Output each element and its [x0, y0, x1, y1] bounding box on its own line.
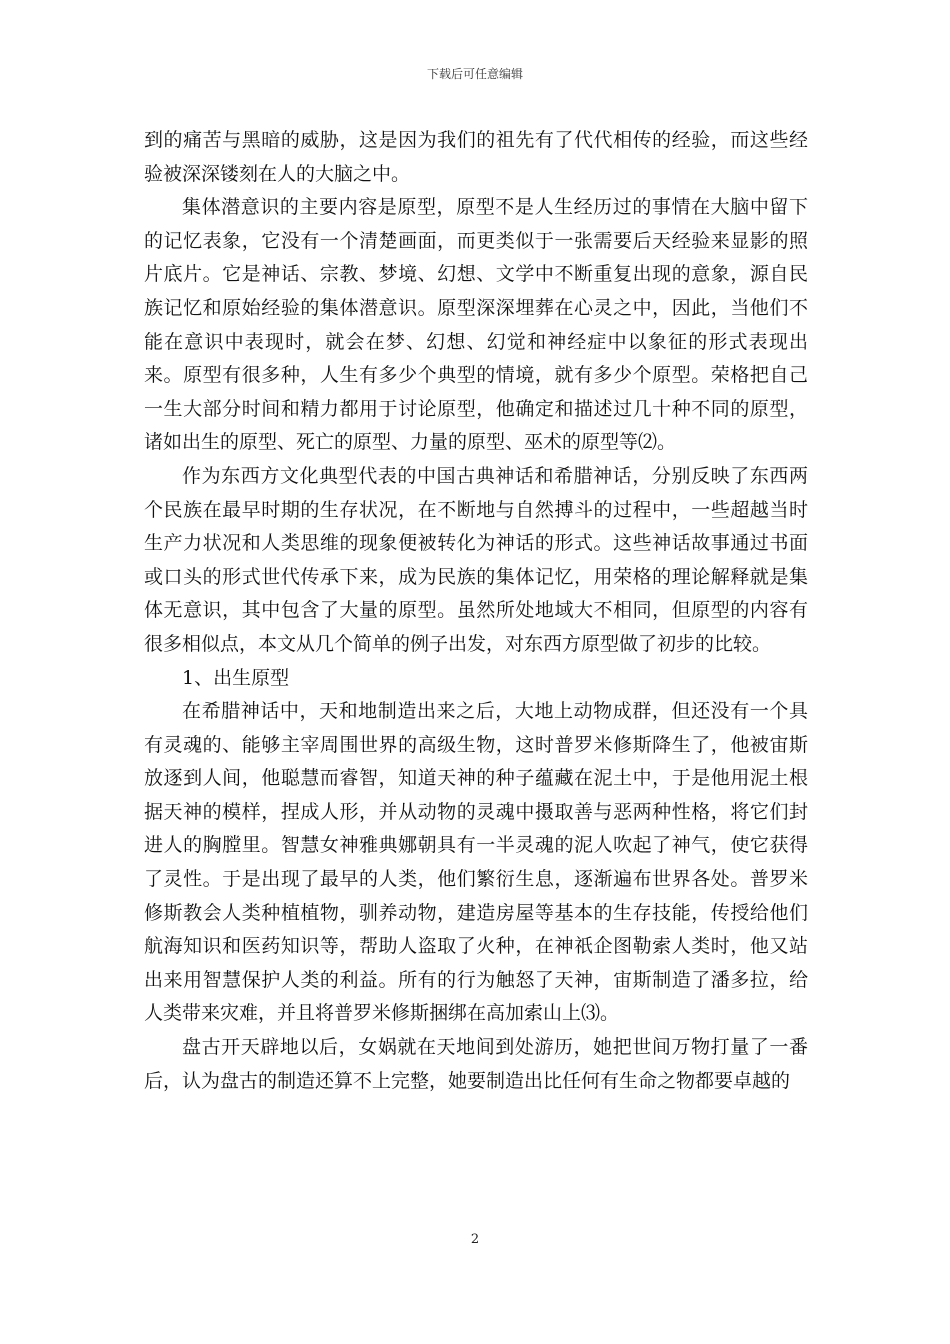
section-heading-birth-archetype: 1、出生原型: [182, 666, 290, 689]
paragraph-nuwa: 盘古开天辟地以后，女娲就在天地间到处游历，她把世间万物打量了一番后，认为盘古的制造还算不上完整，她要制造出比任何有生命之物都要卓越的: [144, 1036, 808, 1092]
paragraph-continuation: 到的痛苦与黑暗的威胁，这是因为我们的祖先有了代代相传的经验，而这些经验被深深镂刻在人的大脑之中。: [144, 129, 808, 185]
paragraph-archetype-definition: 集体潜意识的主要内容是原型，原型不是人生经历过的事情在大脑中留下的记忆表象，它没有一个清楚画面，而更类似于一张需要后天经验来显影的照片底片。它是神话、宗教、梦境、幻想、文学中不断重复出现的意象，源自民族记忆和原始经验的集体潜意识。原型深深埋葬在心灵之中，因此，当他们不能在意识中表现时，就会在梦、幻想、幻觉和神经症中以象征的形式表现出来。原型有很多种，人生有多少个典型的情境，就有多少个原型。荣格把自己一生大部分时间和精力都用于讨论原型，他确定和描述过几十种不同的原型，诸如出生的原型、死亡的原型、力量的原型、巫术的原型等⑵。: [144, 196, 808, 454]
document-body: [144, 124, 808, 1098]
paragraph-east-west-myths: 作为东西方文化典型代表的中国古典神话和希腊神话，分别反映了东西两个民族在最早时期的生存状况，在不断地与自然搏斗的过程中，一些超越当时生产力状况和人类思维的现象便被转化为神话的形式。这些神话故事通过书面或口头的形式世代传承下来，成为民族的集体记忆，用荣格的理论解释就是集体无意识，其中包含了大量的原型。虽然所处地域大不相同，但原型的内容有很多相似点，本文从几个简单的例子出发，对东西方原型做了初步的比较。: [144, 464, 808, 655]
paragraph-prometheus: 在希腊神话中，天和地制造出来之后，大地上动物成群，但还没有一个具有灵魂的、能够主宰周围世界的高级生物，这时普罗米修斯降生了，他被宙斯放逐到人间，他聪慧而睿智，知道天神的种子蕴藏在泥土中，于是他用泥土根据天神的模样，捏成人形，并从动物的灵魂中摄取善与恶两种性格，将它们封进人的胸膛里。智慧女神雅典娜朝具有一半灵魂的泥人吹起了神气，使它获得了灵性。于是出现了最早的人类，他们繁衍生息，逐渐遍布世界各处。普罗米修斯教会人类种植植物，驯养动物，建造房屋等基本的生存技能，传授给他们航海知识和医药知识等，帮助人盗取了火种，在神祇企图勒索人类时，他又站出来用智慧保护人类的利益。所有的行为触怒了天神，宙斯制造了潘多拉，给人类带来灾难，并且将普罗米修斯捆绑在高加索山上⑶。: [144, 700, 808, 1025]
page-number: 2: [470, 1232, 480, 1247]
page-header: 下载后可任意编辑: [426, 67, 523, 81]
